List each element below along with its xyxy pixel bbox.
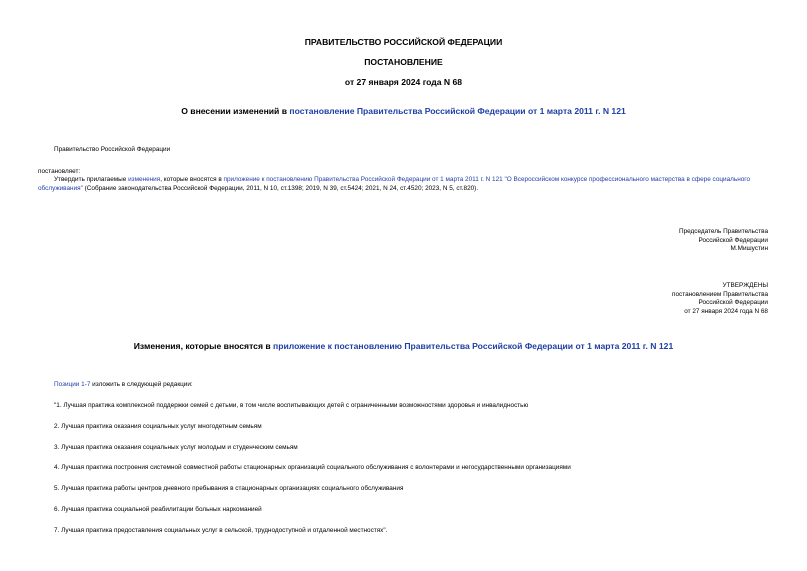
positions-link[interactable]: Позиции 1-7 xyxy=(54,381,91,388)
preamble-resolves: постановляет: xyxy=(38,168,81,175)
changes-title xyxy=(0,341,807,351)
changes-link[interactable]: изменения xyxy=(128,176,161,183)
signature-country: Российской Федерации xyxy=(698,236,768,244)
changes-title-prefix: Изменения, которые вносятся в xyxy=(133,341,274,351)
approve-text-mid: , которые вносятся в xyxy=(160,176,224,183)
preamble-subject: Правительство Российской Федерации xyxy=(54,146,171,153)
approved-label: УТВЕРЖДЕНЫ xyxy=(722,282,768,289)
intro-text: изложить в следующей редакции: xyxy=(90,381,193,388)
approve-text-start: Утвердить прилагаемые xyxy=(54,176,129,183)
list-item: 5. Лучшая практика работы центров дневного пребывания в стационарных организациях социального обслуживания xyxy=(54,485,404,492)
signature-name: М.Мишустин xyxy=(730,245,768,252)
list-item: 3. Лучшая практика оказания социальных услуг молодым и студенческим семьям xyxy=(54,444,298,451)
intro-line xyxy=(54,381,193,390)
list-item: 7. Лучшая практика предоставления социальных услуг в сельской, труднодоступной и отдаленной местностях". xyxy=(54,527,388,534)
amended-resolution-link[interactable]: постановление Правительства Российской Федерации от 1 марта 2011 г. N 121 xyxy=(289,106,626,116)
list-item: 4. Лучшая практика построения системной совместной работы стационарных организаций социального обслуживания с волонтерами и негосударственными организациями xyxy=(54,464,571,471)
approved-by: постановлением Правительства xyxy=(672,290,768,298)
signature-block xyxy=(679,228,768,254)
document-title-prefix: О внесении изменений в xyxy=(181,106,290,116)
approved-block xyxy=(672,282,768,316)
approved-country: Российской Федерации xyxy=(698,299,768,306)
approved-date: от 27 января 2024 года N 68 xyxy=(684,307,768,315)
list-item: 6. Лучшая практика социальной реабилитации больных наркоманией xyxy=(54,506,262,513)
document-date-number: от 27 января 2024 года N 68 xyxy=(344,77,463,87)
list-item: "1. Лучшая практика комплексной поддержки семей с детьми, в том числе воспитывающих детей с ограниченными возможностями здоровья и инвалидностью xyxy=(54,402,529,409)
approve-paragraph xyxy=(38,176,773,193)
government-heading: ПРАВИТЕЛЬСТВО РОССИЙСКОЙ ФЕДЕРАЦИИ xyxy=(304,37,503,47)
list-item: 2. Лучшая практика оказания социальных услуг многодетным семьям xyxy=(54,423,262,430)
approve-text-end: (Собрание законодательства Российской Федерации, 2011, N 10, ст.1398; 2019, N 39, ст.5424; 2021, N 24, ст.4520; 2023, N 5, ст.820). xyxy=(82,184,479,192)
document-type: ПОСТАНОВЛЕНИЕ xyxy=(364,57,443,67)
changes-appendix-link[interactable]: приложение к постановлению Правительства Российской Федерации от 1 марта 2011 г. N 121 xyxy=(273,341,674,351)
signature-position: Председатель Правительства xyxy=(679,228,768,235)
appendix-link[interactable]: приложение к постановлению Правительства Российской Федерации от 1 марта 2011 г. N 121 "О Всероссийском конкурсе профессионального мастерства в сфере социального обслуживания" xyxy=(38,176,751,192)
document-title xyxy=(0,106,807,116)
